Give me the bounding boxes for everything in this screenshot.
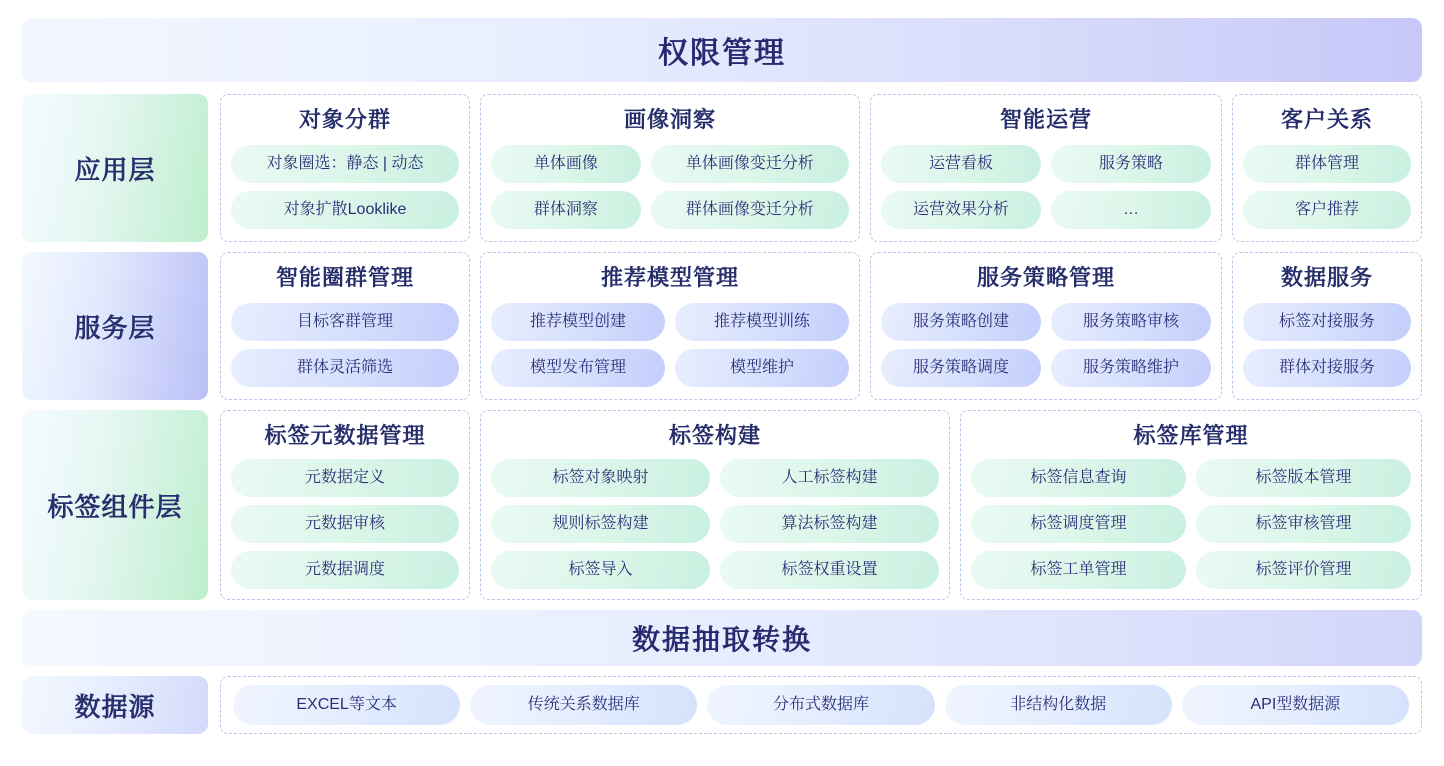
pill-item[interactable]: 运营效果分析 bbox=[881, 191, 1041, 229]
pill-item[interactable]: 目标客群管理 bbox=[231, 303, 459, 341]
pill-item[interactable]: 单体画像 bbox=[491, 145, 641, 183]
pill-item[interactable]: 元数据定义 bbox=[231, 459, 459, 497]
pill-item[interactable]: 服务策略创建 bbox=[881, 303, 1041, 341]
pill-item[interactable]: 标签调度管理 bbox=[971, 505, 1186, 543]
group-profile-insight bbox=[480, 94, 860, 242]
group-title: 数据服务 bbox=[1280, 265, 1373, 290]
pill-item[interactable]: 服务策略维护 bbox=[1051, 349, 1211, 387]
group-data-service bbox=[1232, 252, 1422, 400]
pill-item[interactable]: 标签版本管理 bbox=[1196, 459, 1411, 497]
pill-item[interactable]: 推荐模型训练 bbox=[675, 303, 849, 341]
page-title: 权限管理 bbox=[22, 18, 1422, 82]
pill-item[interactable]: 人工标签构建 bbox=[720, 459, 939, 497]
group-customer-relationship bbox=[1232, 94, 1422, 242]
pill-item[interactable]: 服务策略调度 bbox=[881, 349, 1041, 387]
pill-item[interactable]: 元数据审核 bbox=[231, 505, 459, 543]
pill-item[interactable]: 运营看板 bbox=[881, 145, 1041, 183]
pill-item[interactable]: 非结构化数据 bbox=[945, 685, 1172, 725]
pill-item[interactable]: 单体画像变迁分析 bbox=[651, 145, 849, 183]
pill-item[interactable]: 对象圈选：静态 | 动态 bbox=[231, 145, 459, 183]
pill-item[interactable]: 标签对接服务 bbox=[1243, 303, 1411, 341]
pill-item[interactable]: 分布式数据库 bbox=[707, 685, 934, 725]
datasource-box bbox=[220, 676, 1422, 734]
pill-item[interactable]: 群体画像变迁分析 bbox=[651, 191, 849, 229]
layer-row-tag-component bbox=[22, 410, 1422, 600]
group-title: 标签元数据管理 bbox=[264, 423, 426, 448]
pill-item[interactable]: 群体灵活筛选 bbox=[231, 349, 459, 387]
pill-item[interactable]: 模型维护 bbox=[675, 349, 849, 387]
pill-item[interactable]: 传统关系数据库 bbox=[470, 685, 697, 725]
pill-item[interactable]: 群体洞察 bbox=[491, 191, 641, 229]
group-tag-construction bbox=[480, 410, 950, 600]
pill-item[interactable]: API型数据源 bbox=[1182, 685, 1409, 725]
group-title: 智能圈群管理 bbox=[275, 265, 414, 290]
group-recommendation-model-management bbox=[480, 252, 860, 400]
group-title: 智能运营 bbox=[999, 107, 1092, 132]
pill-item[interactable]: 算法标签构建 bbox=[720, 505, 939, 543]
pill-item[interactable]: 标签导入 bbox=[491, 551, 710, 589]
pill-item[interactable]: 群体对接服务 bbox=[1243, 349, 1411, 387]
layer-label-datasource: 数据源 bbox=[22, 676, 208, 734]
pill-item[interactable]: 标签审核管理 bbox=[1196, 505, 1411, 543]
group-title: 对象分群 bbox=[298, 107, 391, 132]
group-object-segmentation bbox=[220, 94, 470, 242]
group-tag-metadata-management bbox=[220, 410, 470, 600]
group-title: 客户关系 bbox=[1280, 107, 1373, 132]
group-title: 画像洞察 bbox=[623, 107, 716, 132]
pill-item[interactable]: 对象扩散Looklike bbox=[231, 191, 459, 229]
group-title: 标签库管理 bbox=[1133, 423, 1249, 448]
pill-item[interactable]: 模型发布管理 bbox=[491, 349, 665, 387]
pill-item[interactable]: 规则标签构建 bbox=[491, 505, 710, 543]
layer-label-application: 应用层 bbox=[22, 94, 208, 242]
pill-item[interactable]: 推荐模型创建 bbox=[491, 303, 665, 341]
pill-item[interactable]: … bbox=[1051, 191, 1211, 229]
group-title: 推荐模型管理 bbox=[600, 265, 739, 290]
layer-row-service bbox=[22, 252, 1422, 400]
pill-item[interactable]: 群体管理 bbox=[1243, 145, 1411, 183]
pill-item[interactable]: 元数据调度 bbox=[231, 551, 459, 589]
pill-item[interactable]: EXCEL等文本 bbox=[233, 685, 460, 725]
pill-item[interactable]: 服务策略审核 bbox=[1051, 303, 1211, 341]
layer-label-tag-component: 标签组件层 bbox=[22, 410, 208, 600]
etl-banner: 数据抽取转换 bbox=[22, 610, 1422, 666]
group-title: 服务策略管理 bbox=[976, 265, 1115, 290]
datasource-row bbox=[22, 676, 1422, 734]
group-intelligent-operation bbox=[870, 94, 1222, 242]
layer-label-service: 服务层 bbox=[22, 252, 208, 400]
pill-item[interactable]: 标签工单管理 bbox=[971, 551, 1186, 589]
pill-item[interactable]: 客户推荐 bbox=[1243, 191, 1411, 229]
group-tag-library-management bbox=[960, 410, 1422, 600]
layer-row-application bbox=[22, 94, 1422, 242]
pill-item[interactable]: 标签对象映射 bbox=[491, 459, 710, 497]
pill-item[interactable]: 服务策略 bbox=[1051, 145, 1211, 183]
group-service-strategy-management bbox=[870, 252, 1222, 400]
group-title: 标签构建 bbox=[668, 423, 761, 448]
pill-item[interactable]: 标签权重设置 bbox=[720, 551, 939, 589]
pill-item[interactable]: 标签评价管理 bbox=[1196, 551, 1411, 589]
pill-item[interactable]: 标签信息查询 bbox=[971, 459, 1186, 497]
group-smart-group-management bbox=[220, 252, 470, 400]
